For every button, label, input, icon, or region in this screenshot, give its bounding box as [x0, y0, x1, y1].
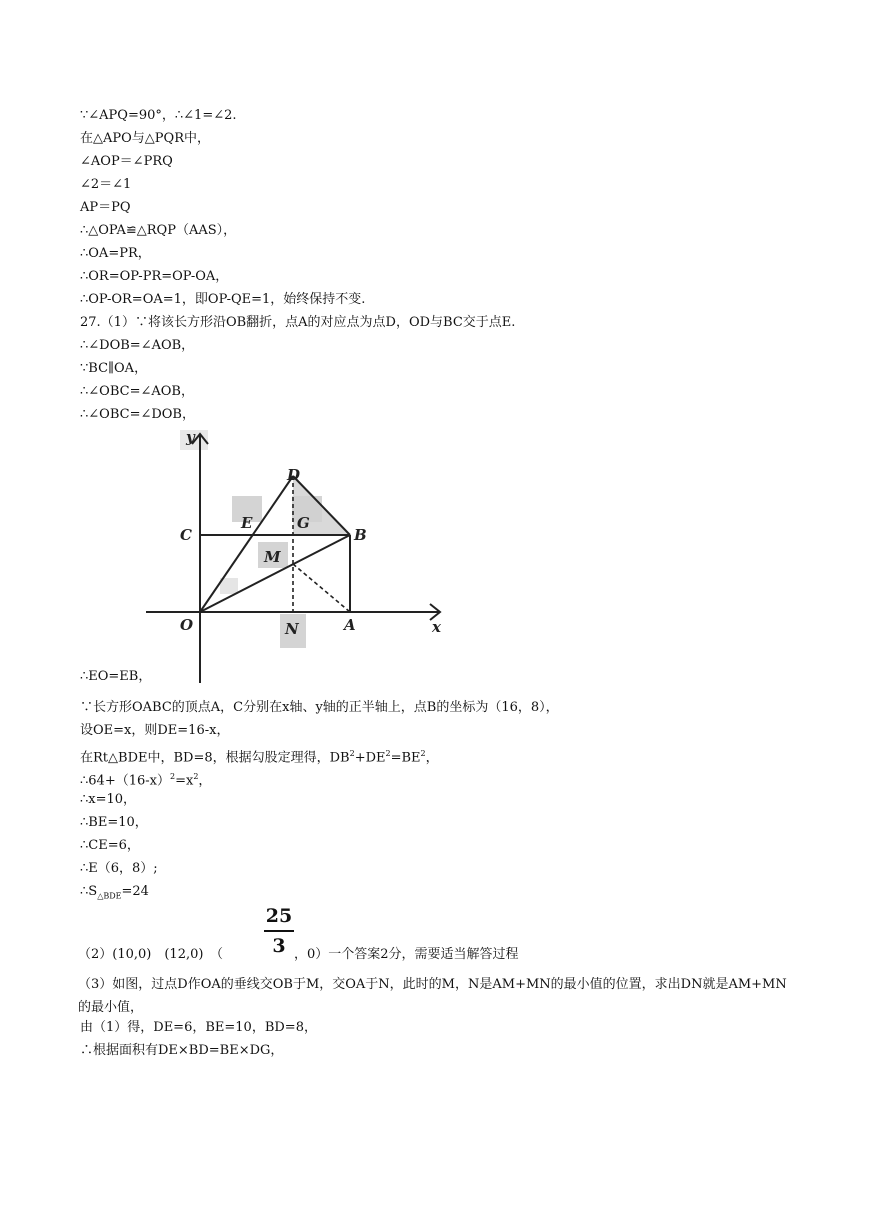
label-M: M	[264, 548, 281, 566]
coordinate-figure	[140, 428, 450, 688]
label-O: O	[180, 616, 194, 634]
text-line: ∵长方形OABC的顶点A，C分别在x轴、y轴的正半轴上，点B的坐标为（16，8），	[80, 700, 559, 715]
label-A: A	[344, 616, 356, 634]
label-E: E	[241, 514, 253, 532]
label-y: y	[186, 428, 195, 446]
text-line: 设OE=x，则DE=16-x，	[80, 723, 230, 738]
text-line: ∵BC∥OA，	[80, 361, 148, 376]
label-x: x	[432, 618, 441, 636]
text-line: ∴EO=EB，	[80, 669, 152, 684]
text-line: ∴x=10，	[80, 792, 137, 807]
segment-MA-dashed	[293, 564, 350, 612]
text-line: AP＝PQ	[80, 200, 131, 215]
fraction-numerator: 25	[265, 905, 293, 927]
text-line: 在Rt△BDE中，BD=8，根据勾股定理得，$DB^2+DE^2=BE^2$，	[80, 749, 439, 766]
text-line: （2）(10,0) (12,0) （	[78, 947, 223, 962]
fraction-bar	[264, 930, 294, 932]
text-line: ∴E（6，8）;	[80, 861, 158, 876]
text-line: ∴∠DOB=∠AOB，	[80, 338, 195, 353]
text-line: ∴OR=OP-PR=OP-OA，	[80, 269, 229, 284]
text-line: ∴BE=10，	[80, 815, 148, 830]
text-line: ∴∠OBC=∠AOB，	[80, 384, 194, 399]
text-line: ∴CE=6，	[80, 838, 140, 853]
text-paragraph: （3）如图，过点D作OA的垂线交OB于M，交OA于N，此时的M，N是AM+MN的最小值的位置，求出DN就是AM+MN的最小值，	[78, 977, 787, 1015]
text-line: ∴OA=PR，	[80, 246, 151, 261]
text-line: ∴根据面积有DE×BD=BE×DG，	[80, 1043, 284, 1058]
text-line: 由（1）得，DE=6，BE=10，BD=8，	[80, 1020, 317, 1035]
text-line: ∴△OPA≌△RQP（AAS），	[80, 223, 237, 238]
text-line: ∴OP-OR=OA=1，即OP-QE=1，始终保持不变.	[80, 292, 366, 307]
label-B: B	[354, 526, 367, 544]
text-line: ∠AOP＝∠PRQ	[80, 154, 173, 169]
label-N: N	[285, 620, 299, 638]
text-line: ∠2＝∠1	[80, 177, 132, 192]
text-line: ∴∠OBC=∠DOB，	[80, 407, 195, 422]
text-line: $\therefore S_{\triangle BDE}=24$	[80, 884, 149, 901]
text-line: ，0）一个答案2分，需要适当解答过程	[294, 947, 519, 962]
fraction-denominator: 3	[272, 934, 286, 957]
text-line: 27.（1）∵将该长方形沿OB翻折，点A的对应点为点D，OD与BC交于点E.	[80, 315, 516, 330]
text-line: 在△APO与△PQR中，	[80, 131, 210, 146]
fraction-25-over-3	[264, 905, 294, 957]
text-line: ∵∠APQ=90°，∴∠1=∠2.	[80, 108, 237, 123]
label-D: D	[287, 466, 301, 484]
text-line: $\therefore 64+(16-x)^2=x^2$，	[80, 772, 212, 789]
label-C: C	[180, 526, 192, 544]
label-G: G	[297, 514, 310, 532]
